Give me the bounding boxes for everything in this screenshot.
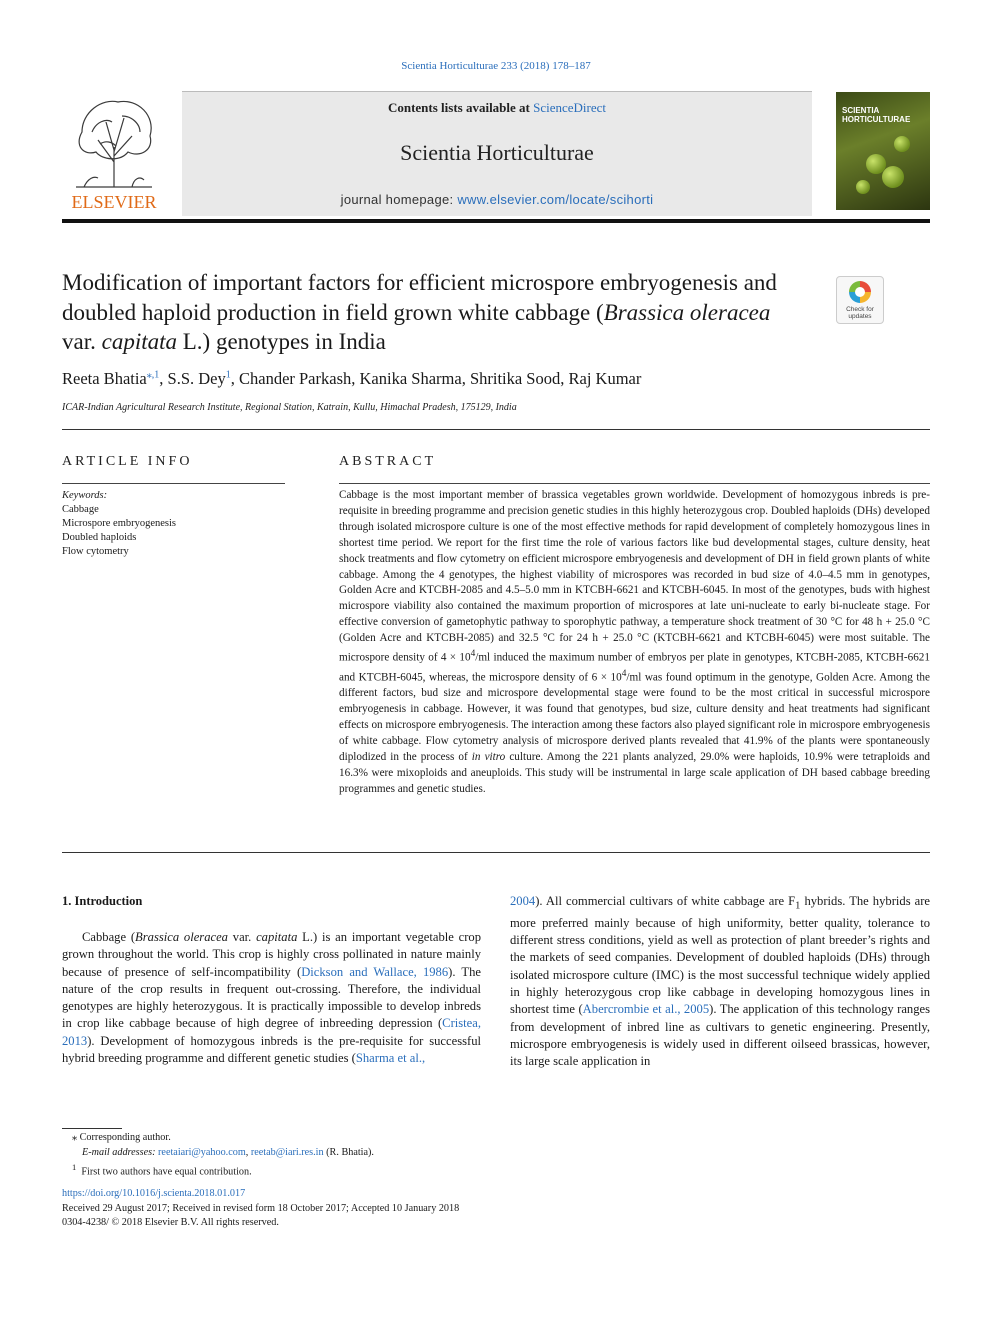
sciencedirect-link[interactable]: ScienceDirect [533, 100, 607, 115]
abstract-heading: ABSTRACT [339, 454, 437, 469]
keyword: Microspore embryogenesis [62, 518, 177, 529]
author-marks[interactable]: ⁎,1 [146, 369, 160, 381]
check-for-updates-button[interactable] [836, 276, 884, 324]
olive-shape [894, 136, 910, 152]
abstract-end-rule [62, 852, 930, 853]
author-name[interactable]: S.S. Dey [167, 369, 226, 388]
crossmark-icon [849, 281, 871, 303]
journal-homepage [182, 192, 812, 207]
keyword: Doubled haploids [62, 532, 137, 543]
equal-contribution-note: $^1$ First two authors have equal contribution. [72, 1162, 252, 1178]
journal-citation[interactable]: Scientia Horticulturae 233 (2018) 178–187 [401, 60, 591, 72]
intro-right-column: 2004). All commercial cultivars of white cabbage are $F_1$ hybrids. The hybrids are more preferred mainly because of high uniformity, better quality, tolerance to different stress conditions, yield as well as protection of plant breeder’s rights and the markets of seed companies. Development of doubled haploids (DHs) through isolated microspore culture (IMC) is the most successful technique widely applied in highly heterozygous crop like cabbage in developing homozygous lines in shortest time (Abercrombie et al., 2005). The application of this technology ranges from development of inbred line as cultivars to genetic engineering. Presently, microspore embryogenesis is widely used in different oilseed brassicas, however, its large scale application in [510, 894, 931, 1069]
reference-link[interactable]: Abercrombie et al., 2005 [582, 1002, 710, 1017]
journal-title: Scientia Horticulturae [400, 140, 594, 165]
author-name[interactable]: Kanika Sharma [359, 369, 462, 388]
affiliation-rule [62, 429, 930, 430]
abstract-text: Cabbage is the most important member of brassica vegetables grown worldwide. Development of homozygous inbreds is pre-requisite in breeding programme and precision genetic studies in this highly heterozygous crop. Doubled haploids (DHs) developed through isolated microspore culture is one of the most effective methods for rapid development of completely homozygous lines in shortest time period. We report for the first time the role of various factors like bud developmental stages, culture density, heat shock treatments and flow cytometry on efficient microspore embryogenesis and development of DH in field grown plants of white cabbage. Among the 4 genotypes, the highest viability of microspores was recorded in bud size of 4.0–4.5 mm in genotypes, Golden Acre and KTCBH-2085 and 4.5–5.0 mm in KTCBH-6621 and KTCBH-6045. In most of the genotypes, buds with highest microspore viability also contained the maximum proportion of microspores at late uni-nucleate to early bi-nucleate stage. For effective conversion of gametophytic pathway to sporophytic pathway, a temperature shock treatment of 30 °C for 48 h + 25.0 °C (Golden Acre and KTCBH-2085) and 32.5 °C for 24 h + 25.0 °C (KTCBH-6621 and KTCBH-6045) were most suitable. The microspore density of $4 \times 10^4/ml$ induced the maximum number of embryos per plate in genotypes, KTCBH-2085, KTCBH-6621 and KTCBH-6045, whereas, the microspore density of $6 \times 10^4/ml$ was found optimum in the genotype, Golden Acre. Among the different factors, bud size and microspore developmental stage were found to be the most critical in successful microspore embryogenesis in cabbage. However, it was found that genotypes, bud size, culture density and heat treatments had significant effects on microspore embryogenesis. The interaction among these factors also played significant role in microspore embryogenesis of white cabbage. Flow cytometry analysis of microspore derived plants revealed that 41.9% of the plants were spontaneously diplodized in the process of in vitro culture. Among the 221 plants analyzed, 29.0% were haploids, 10.9% were tetraploids and 16.3% were mixoploids and aneuploids. This study will be instrumental in large scale application of DH based cabbage breeding programmes and genetic studies. [339, 489, 931, 795]
footnote-rule [62, 1128, 122, 1129]
intro-left-column: Cabbage (Brassica oleracea var. capitata L.) is an important vegetable crop grown throughout the world. This crop is highly cross pollinated in nature mainly because of presence of self-incompatibility (Dickson and Wallace, 1986). The nature of the crop results in frequent out-crossing. Therefore, the individual genotypes are highly heterozygous. It is practically impossible to develop inbreds in crop like cabbage because of high degree of inbreeding depression (Cristea, 2013). Development of homozygous inbreds is the pre-requisite for successful hybrid breeding programme and different genetic studies (Sharma et al., [62, 930, 482, 1066]
homepage-prefix: journal homepage: [340, 192, 458, 207]
olive-shape [856, 180, 870, 194]
email-link[interactable]: reetaiari@yahoo.com [158, 1146, 246, 1158]
reference-link[interactable]: Dickson and Wallace, 1986 [301, 964, 449, 979]
article-info-heading: ARTICLE INFO [62, 454, 193, 469]
keywords-list [62, 489, 285, 559]
corresponding-author-note: ⁎ Corresponding author. [72, 1132, 171, 1143]
doi-link[interactable]: https://doi.org/10.1016/j.scienta.2018.01.017 [62, 1188, 246, 1199]
olive-shape [882, 166, 904, 188]
elsevier-logo [62, 92, 166, 212]
author-name[interactable]: Reeta Bhatia [62, 369, 147, 388]
publication-dates: Received 29 August 2017; Received in revised form 18 October 2017; Accepted 10 January 2018 [62, 1202, 460, 1214]
reference-link[interactable]: 2004 [510, 894, 536, 908]
email-link[interactable]: reetab@iari.res.in [250, 1146, 324, 1158]
author-name[interactable]: Raj Kumar [568, 369, 642, 388]
footnotes [62, 1131, 922, 1180]
affiliation: ICAR-Indian Agricultural Research Institute, Regional Station, Katrain, Kullu, Himachal Pradesh, 175129, India [62, 402, 517, 413]
abstract-rule [339, 483, 930, 484]
author-marks[interactable]: 1 [225, 369, 231, 381]
author-name[interactable]: Shritika Sood [469, 369, 561, 388]
author-list: Reeta Bhatia$^{⁎,1}$, S.S. Dey$^1$, Chander Parkash, Kanika Sharma, Shritika Sood, Raj Kumar [62, 369, 642, 388]
keyword: Flow cytometry [62, 546, 129, 557]
author-name[interactable]: Chander Parkash [238, 369, 352, 388]
header-rule [62, 219, 930, 223]
keywords-label: Keywords: [62, 490, 108, 501]
copyright-line: 0304-4238/ © 2018 Elsevier B.V. All rights reserved. [62, 1217, 279, 1229]
reference-link[interactable]: Cristea, 2013 [62, 1016, 481, 1048]
cover-title: SCIENTIA HORTICULTURAE [842, 106, 911, 124]
homepage-link[interactable]: www.elsevier.com/locate/scihorti [457, 192, 654, 207]
article-info-rule [62, 483, 285, 484]
contents-line [182, 100, 812, 116]
keyword: Cabbage [62, 504, 99, 515]
svg-text:ELSEVIER: ELSEVIER [71, 192, 157, 212]
journal-cover-image[interactable] [836, 92, 930, 210]
article-title: Modification of important factors for efficient microspore embryogenesis and doubled haploid production in field grown white cabbage (Brassica oleracea var. capitata L.) genotypes in India [62, 270, 777, 354]
email-note: E-mail addresses: reetaiari@yahoo.com, reetab@iari.res.in (R. Bhatia). [82, 1146, 374, 1158]
contents-prefix: Contents lists available at [387, 100, 534, 115]
crossmark-label: Check for updates [846, 306, 874, 320]
reference-link[interactable]: Sharma et al., [355, 1051, 426, 1066]
section-heading-introduction: 1. Introduction [62, 894, 143, 908]
publication-info [62, 1187, 922, 1231]
